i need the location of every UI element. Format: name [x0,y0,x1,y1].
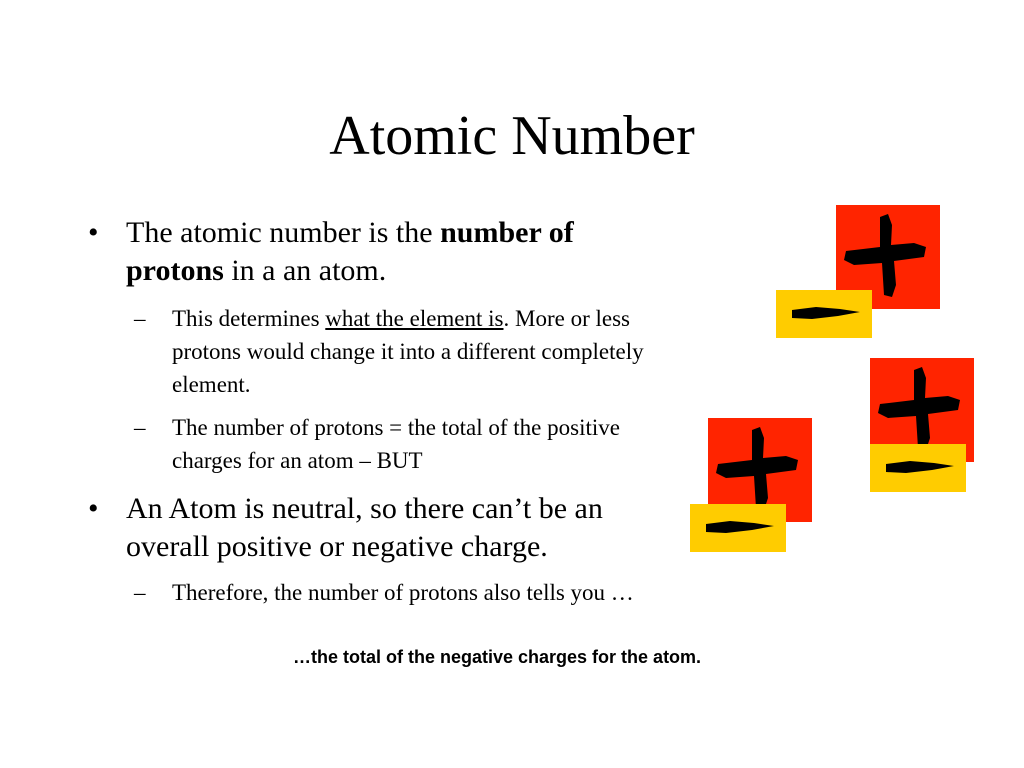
bullet-marker: • [88,492,99,525]
bullet-marker: • [88,216,99,249]
bullet-atomic-number [88,214,668,290]
sub-bullet-therefore [134,576,664,609]
sub-bullet-text-underline: what the element is [325,306,504,331]
bullet-text: An Atom is neutral, so there can’t be an overall positive or negative charge. [126,492,603,563]
sub-bullet-determines-element [134,302,700,401]
sub-bullet-marker: – [134,306,146,331]
sub-bullet-text-pre: This determines [172,306,326,331]
minus-charge-icon [870,444,966,492]
bullet-text-post: in a an atom. [223,254,387,287]
sub-bullet-positive-charges [134,411,654,477]
bullet-text-pre: The atomic number is the [126,216,441,249]
slide-title: Atomic Number [329,105,695,167]
bullet-text-bold: number of protons [126,216,574,287]
sub-bullet-text: The number of protons = the total of the positive charges for an atom – BUT [172,415,620,473]
sub-bullet-marker: – [134,415,146,440]
minus-charge-icon [690,504,786,552]
sub-bullet-marker: – [134,580,146,605]
bullet-atom-neutral [88,490,678,566]
footer-note: …the total of the negative charges for the atom. [293,647,702,667]
minus-charge-icon [776,290,872,338]
sub-bullet-text-post: . More or less protons would change it into a different completely element. [172,306,644,397]
sub-bullet-text: Therefore, the number of protons also tells you … [172,580,634,605]
